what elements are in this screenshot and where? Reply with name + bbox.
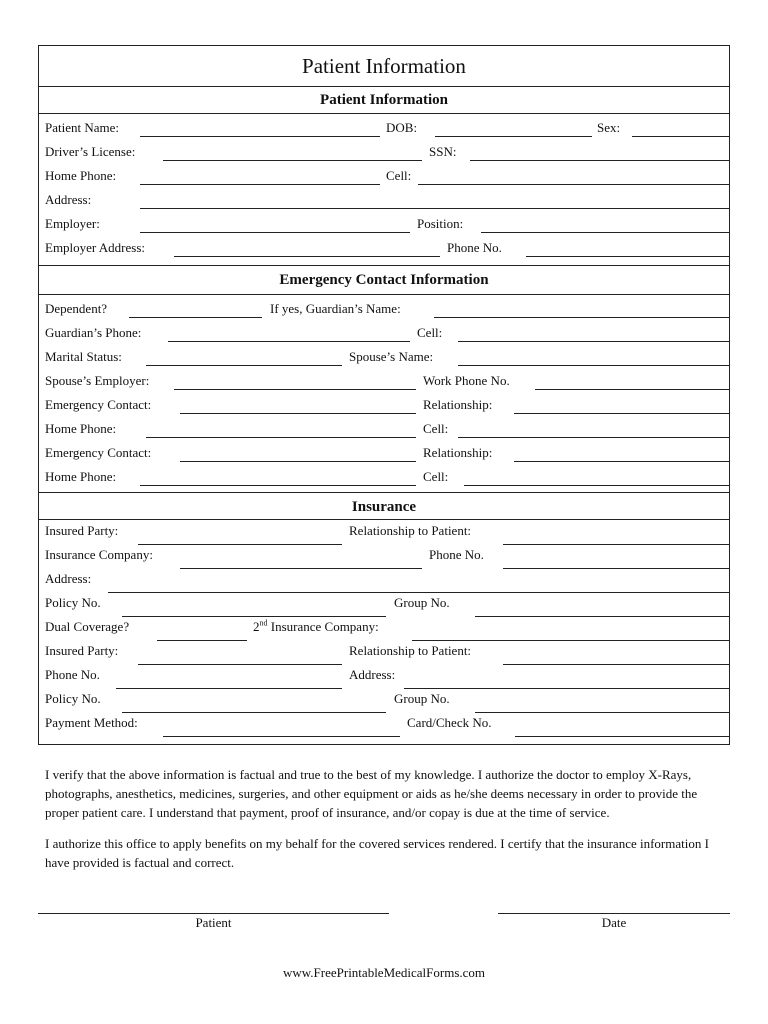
group-no-label: Group No. — [394, 595, 450, 610]
relationship-2-label: Relationship: — [423, 445, 493, 460]
home-phone-field[interactable] — [140, 184, 380, 185]
guardian-cell-field[interactable] — [458, 341, 730, 342]
ec2-cell-label: Cell: — [423, 469, 449, 484]
marital-status-field[interactable] — [146, 365, 342, 366]
work-phone-field[interactable] — [535, 389, 730, 390]
spouse-employer-label: Spouse’s Employer: — [45, 373, 150, 388]
cell-label: Cell: — [386, 168, 412, 183]
payment-method-label: Payment Method: — [45, 715, 138, 730]
section-heading-emergency: Emergency Contact Information — [279, 272, 489, 288]
employer-phone-field[interactable] — [526, 256, 730, 257]
employer-address-field[interactable] — [174, 256, 440, 257]
group-no-2-label: Group No. — [394, 691, 450, 706]
insurance-phone-field[interactable] — [503, 568, 730, 569]
address-2-field[interactable] — [404, 688, 730, 689]
authorize-statement: I authorize this office to apply benefits on my behalf for the covered services rendered. I certify that the insurance information I have provided is factual and correct. — [45, 836, 709, 870]
dob-field[interactable] — [435, 136, 592, 137]
divider — [38, 86, 730, 87]
divider — [38, 492, 730, 493]
second-insurance-field[interactable] — [412, 640, 730, 641]
footer-url: www.FreePrintableMedicalForms.com — [282, 965, 486, 980]
home-phone-label: Home Phone: — [45, 168, 117, 183]
drivers-license-field[interactable] — [163, 160, 422, 161]
ec-cell-field[interactable] — [458, 437, 730, 438]
patient-name-field[interactable] — [140, 136, 380, 137]
relationship-label: Relationship: — [423, 397, 493, 412]
insurance-address-field[interactable] — [108, 592, 730, 593]
divider — [38, 519, 730, 520]
dependent-label: Dependent? — [45, 301, 108, 316]
section-heading-patient: Patient Information — [320, 92, 448, 108]
insurance-address-label: Address: — [45, 571, 92, 586]
guardian-name-field[interactable] — [434, 317, 730, 318]
phone-no-2-label: Phone No. — [45, 667, 100, 682]
dual-coverage-label: Dual Coverage? — [45, 619, 130, 634]
divider — [38, 294, 730, 295]
ssn-field[interactable] — [470, 160, 730, 161]
employer-phone-label: Phone No. — [447, 240, 502, 255]
insured-party-label: Insured Party: — [45, 523, 119, 538]
guardian-phone-label: Guardian’s Phone: — [45, 325, 142, 340]
payment-method-field[interactable] — [163, 736, 400, 737]
emergency-contact-field[interactable] — [180, 413, 416, 414]
work-phone-label: Work Phone No. — [423, 373, 510, 388]
dependent-field[interactable] — [129, 317, 262, 318]
card-check-label: Card/Check No. — [407, 715, 492, 730]
relationship-patient-2-label: Relationship to Patient: — [349, 643, 472, 658]
guardian-name-label: If yes, Guardian’s Name: — [270, 301, 401, 316]
emergency-contact-2-field[interactable] — [180, 461, 416, 462]
ec2-home-phone-label: Home Phone: — [45, 469, 117, 484]
date-signature-line[interactable] — [498, 913, 730, 914]
guardian-cell-label: Cell: — [417, 325, 443, 340]
employer-label: Employer: — [45, 216, 100, 231]
patient-name-label: Patient Name: — [45, 120, 120, 135]
ec-home-phone-field[interactable] — [146, 437, 416, 438]
policy-no-2-label: Policy No. — [45, 691, 101, 706]
policy-no-2-field[interactable] — [122, 712, 386, 713]
ec2-home-phone-field[interactable] — [140, 485, 416, 486]
second-insurance-label: 2nd Insurance Company: — [253, 618, 379, 634]
relationship-patient-label: Relationship to Patient: — [349, 523, 472, 538]
address-field[interactable] — [140, 208, 730, 209]
spouse-employer-field[interactable] — [174, 389, 416, 390]
guardian-phone-field[interactable] — [168, 341, 410, 342]
group-no-2-field[interactable] — [475, 712, 730, 713]
spouse-name-label: Spouse’s Name: — [349, 349, 434, 364]
drivers-license-label: Driver’s License: — [45, 144, 136, 159]
dob-label: DOB: — [386, 120, 418, 135]
sex-label: Sex: — [597, 120, 621, 135]
spouse-name-field[interactable] — [458, 365, 730, 366]
divider — [38, 265, 730, 266]
insured-party-field[interactable] — [138, 544, 342, 545]
group-no-field[interactable] — [475, 616, 730, 617]
insured-party-2-field[interactable] — [138, 664, 342, 665]
ec-home-phone-label: Home Phone: — [45, 421, 117, 436]
policy-no-field[interactable] — [122, 616, 386, 617]
ec2-cell-field[interactable] — [464, 485, 730, 486]
ec-cell-label: Cell: — [423, 421, 449, 436]
relationship-field[interactable] — [514, 413, 730, 414]
card-check-field[interactable] — [515, 736, 730, 737]
insurance-phone-label: Phone No. — [429, 547, 484, 562]
section-heading-insurance: Insurance — [351, 499, 417, 515]
dual-coverage-field[interactable] — [157, 640, 247, 641]
position-field[interactable] — [481, 232, 730, 233]
relationship-patient-field[interactable] — [503, 544, 730, 545]
policy-no-label: Policy No. — [45, 595, 101, 610]
sex-field[interactable] — [632, 136, 730, 137]
position-label: Position: — [417, 216, 464, 231]
relationship-2-field[interactable] — [514, 461, 730, 462]
insurance-company-label: Insurance Company: — [45, 547, 153, 562]
date-signature-label: Date — [601, 915, 627, 930]
verify-statement: I verify that the above information is factual and true to the best of my knowledge. I authorize the doctor to employ X-Rays, photographs, anesthetics, medicines, surgeries, and other equipment or aids as he/she deems necessary in order to provide the proper patient care. I understand that payment, proof of insurance, and/or copay is due at the time of service. — [45, 767, 698, 820]
ssn-label: SSN: — [429, 144, 457, 159]
emergency-contact-label: Emergency Contact: — [45, 397, 152, 412]
emergency-contact-2-label: Emergency Contact: — [45, 445, 152, 460]
cell-field[interactable] — [418, 184, 730, 185]
address-2-label: Address: — [349, 667, 396, 682]
patient-signature-label: Patient — [195, 915, 232, 930]
patient-signature-line[interactable] — [38, 913, 389, 914]
form-title: Patient Information — [302, 54, 466, 78]
insurance-company-field[interactable] — [180, 568, 422, 569]
address-label: Address: — [45, 192, 92, 207]
divider — [38, 113, 730, 114]
marital-status-label: Marital Status: — [45, 349, 122, 364]
insured-party-2-label: Insured Party: — [45, 643, 119, 658]
employer-address-label: Employer Address: — [45, 240, 146, 255]
relationship-patient-2-field[interactable] — [503, 664, 730, 665]
employer-field[interactable] — [140, 232, 410, 233]
phone-no-2-field[interactable] — [116, 688, 342, 689]
